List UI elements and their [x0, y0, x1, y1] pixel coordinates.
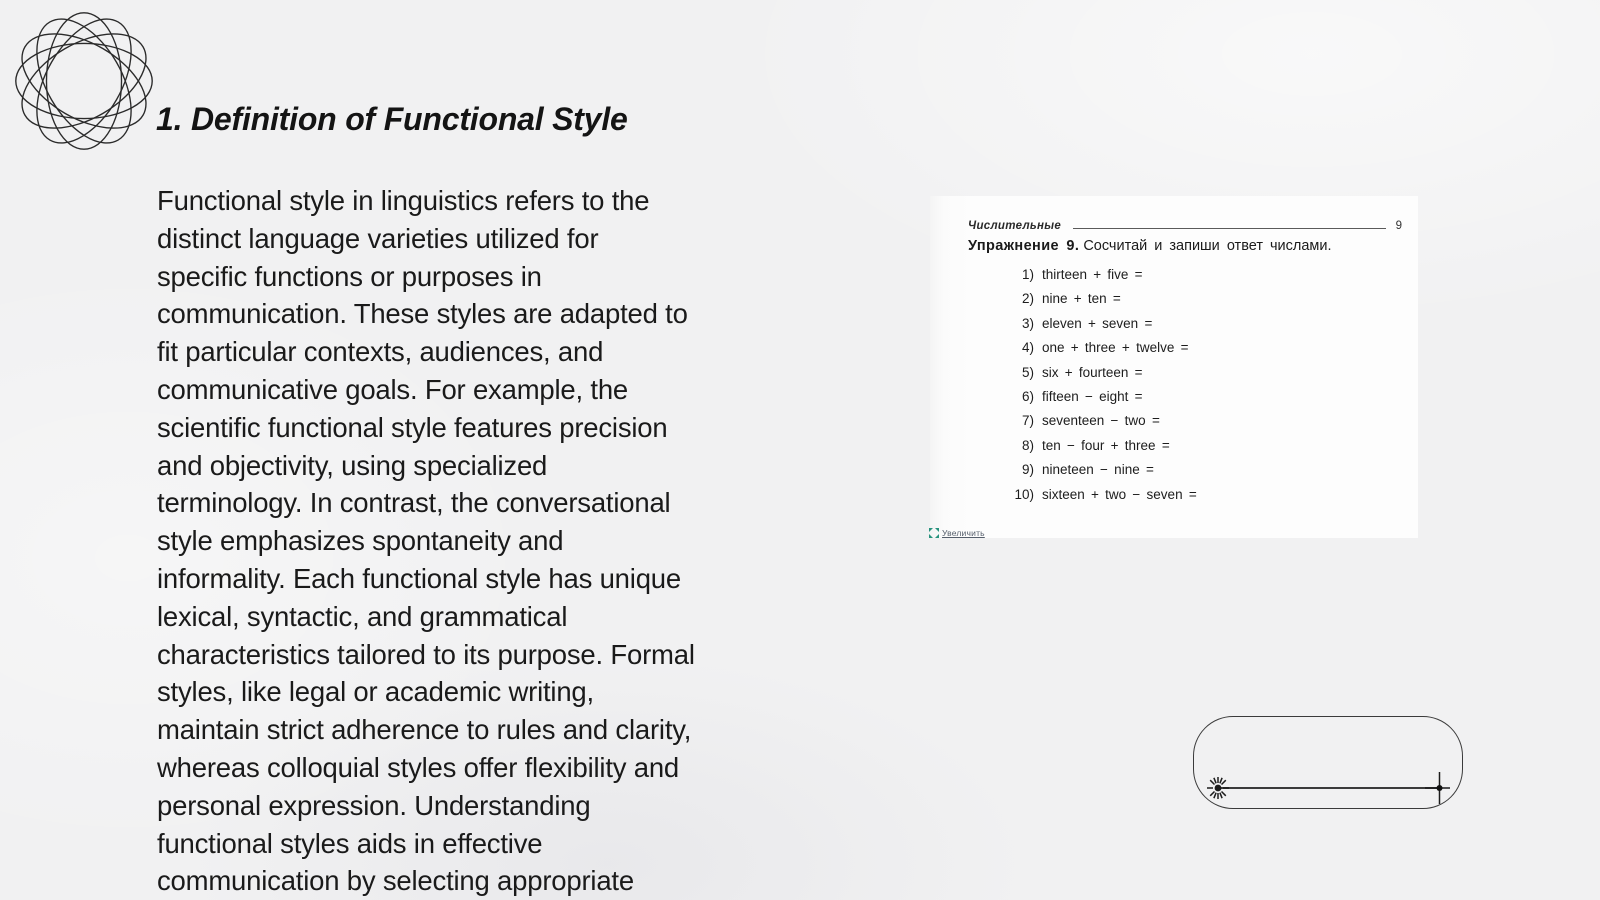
- body-line: specific functions or purposes in: [157, 260, 542, 292]
- decorative-line: [1216, 787, 1442, 789]
- body-line: characteristics tailored to its purpose. Formal: [157, 638, 695, 670]
- body-line: communication by selecting appropriate: [157, 865, 634, 897]
- worksheet-exercise-instruction: Сосчитай и запиши ответ числами.: [1083, 238, 1332, 254]
- worksheet-item: [930, 483, 1418, 507]
- body-line: communication. These styles are adapted to: [157, 298, 688, 330]
- worksheet-header-label: Числительные: [968, 220, 1062, 232]
- worksheet-blank-line: [1073, 218, 1385, 229]
- body-line: informality. Each functional style has unique: [157, 562, 681, 594]
- enlarge-link[interactable]: [929, 528, 985, 538]
- worksheet-exercise-label: Упражнение 9.: [968, 238, 1080, 254]
- body-line: Functional style in linguistics refers to the: [157, 185, 650, 216]
- worksheet-item-text: nineteen − nine =: [1042, 462, 1154, 478]
- enlarge-link-label: Увеличить: [942, 528, 985, 538]
- worksheet-item-text: sixteen + two − seven =: [1042, 486, 1197, 502]
- body-paragraph: [157, 182, 877, 900]
- body-line: distinct language varieties utilized for: [157, 222, 599, 254]
- worksheet-item-number: 8): [1021, 437, 1034, 453]
- worksheet-image: [930, 196, 1418, 538]
- worksheet-item-text: ten − four + three =: [1042, 437, 1170, 453]
- page-title: 1. Definition of Functional Style: [156, 101, 628, 137]
- worksheet-item-number: 4): [1021, 340, 1034, 356]
- body-line: maintain strict adherence to rules and clarity,: [157, 714, 692, 746]
- worksheet-item: [930, 385, 1418, 409]
- body-line: style emphasizes spontaneity and: [157, 525, 564, 557]
- worksheet-item-number: 9): [1021, 462, 1034, 478]
- worksheet-item: [930, 263, 1418, 287]
- worksheet-item: [930, 458, 1418, 482]
- body-line: and objectivity, using specialized: [157, 449, 548, 481]
- body-line: communicative goals. For example, the: [157, 373, 629, 405]
- worksheet-item-text: seventeen − two =: [1042, 413, 1160, 429]
- worksheet-item-text: six + fourteen =: [1042, 364, 1143, 380]
- body-line: personal expression. Understanding: [157, 789, 591, 821]
- worksheet-item-number: 10): [1014, 486, 1034, 502]
- worksheet-item: [930, 409, 1418, 433]
- worksheet-item-number: 6): [1021, 388, 1034, 404]
- body-line: whereas colloquial styles offer flexibility and: [157, 751, 680, 783]
- worksheet-item-text: fifteen − eight =: [1042, 388, 1143, 404]
- worksheet-page-number: 9: [1395, 220, 1402, 232]
- worksheet-item-number: 2): [1021, 291, 1034, 307]
- worksheet-item-text: thirteen + five =: [1042, 267, 1143, 282]
- worksheet-item-text: nine + ten =: [1042, 291, 1121, 307]
- body-line: functional styles aids in effective: [157, 827, 543, 859]
- body-line: scientific functional style features precision: [157, 411, 668, 443]
- worksheet-item: [930, 361, 1418, 385]
- body-line: lexical, syntactic, and grammatical: [157, 600, 568, 632]
- worksheet-item: [930, 287, 1418, 311]
- worksheet-item-list: [930, 263, 1418, 507]
- worksheet-item-number: 7): [1021, 413, 1034, 429]
- worksheet-item: [930, 434, 1418, 458]
- worksheet-item-text: eleven + seven =: [1042, 315, 1153, 331]
- worksheet-item: [930, 312, 1418, 336]
- sparkle-cross-icon: [1423, 770, 1457, 806]
- worksheet-item-number: 5): [1021, 364, 1034, 380]
- worksheet-item-number: 3): [1021, 315, 1034, 331]
- worksheet-exercise-title: [968, 238, 1406, 254]
- body-line: fit particular contexts, audiences, and: [157, 336, 604, 368]
- sunburst-icon: [1205, 775, 1231, 801]
- worksheet-header: [968, 218, 1402, 232]
- body-line: styles, like legal or academic writing,: [157, 676, 594, 708]
- worksheet-item-text: one + three + twelve =: [1042, 340, 1189, 356]
- spirograph-logo-icon: [8, 4, 160, 158]
- worksheet-item-number: 1): [1021, 267, 1034, 282]
- worksheet-item: [930, 336, 1418, 360]
- body-line: terminology. In contrast, the conversational: [157, 487, 671, 519]
- enlarge-icon: [929, 528, 939, 538]
